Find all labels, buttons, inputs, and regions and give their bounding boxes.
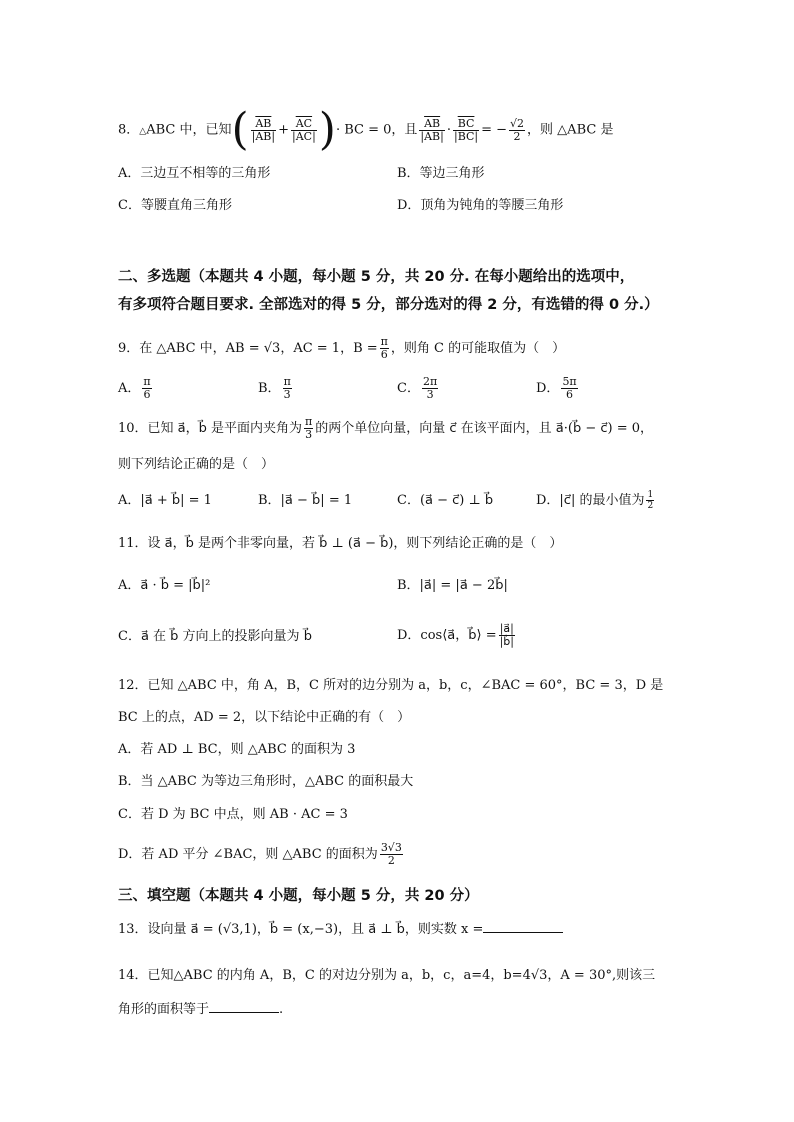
- q8-frac-bc: [453, 118, 479, 143]
- q9-stem-text: 9．在 △ABC 中，AB = √3，AC = 1，B =: [118, 341, 378, 356]
- section-2-heading-line2: 有多项符合题目要求. 全部选对的得 5 分，部分选对的得 2 分，有选错的得 0 分.）: [118, 297, 659, 313]
- section-2-heading-line1: 二、多选题（本题共 4 小题，每小题 5 分，共 20 分. 在每小题给出的选项中，: [118, 269, 635, 285]
- frac-num: 5π: [562, 375, 577, 388]
- q11-option-c: C．a⃗ 在 b⃗ 方向上的投影向量为 b⃗: [118, 629, 312, 644]
- q9-option-a: [118, 374, 154, 404]
- q11-option-a: A．a⃗ · b⃗ = |b⃗|²: [118, 578, 211, 593]
- q8-option-a: A．三边互不相等的三角形: [118, 166, 271, 181]
- q9-option-b: [258, 374, 294, 404]
- q8-frac-ab: [251, 118, 276, 143]
- frac-num: |a⃗|: [499, 622, 514, 635]
- frac-num: $\overline{BC}$: [453, 118, 479, 131]
- q10-stem-text: 10．已知 a⃗，b⃗ 是平面内夹角为: [118, 421, 303, 436]
- q8-frac-sqrt2: [509, 118, 525, 143]
- frac-den: 6: [380, 348, 388, 361]
- q9-stem: [118, 336, 565, 362]
- q9-stem-text: ，则角 C 的可能取值为（ ）: [390, 341, 566, 356]
- option-label: B．: [258, 381, 281, 396]
- frac-num: π: [380, 335, 388, 348]
- q10-option-a: A．|a⃗ + b⃗| = 1: [118, 493, 212, 508]
- q8-number: 8．: [118, 122, 140, 138]
- q8-frac-ac: [291, 118, 317, 143]
- option-label: C．: [397, 381, 420, 396]
- frac-num: 3√3: [380, 841, 402, 854]
- q12-d-frac: [380, 842, 403, 867]
- q14-stem-line1: 14．已知△ABC 的内角 A，B，C 的对边分别为 a，b，c，a=4，b=4√3，A = 30°,则该三: [118, 968, 656, 983]
- q10-stem-line2: 则下列结论正确的是（ ）: [118, 457, 275, 472]
- frac-den: 2: [387, 854, 395, 867]
- frac-num: $\overline{AB}$: [419, 118, 444, 131]
- q9-a-frac: [142, 376, 151, 401]
- frac-den: |AC|: [292, 129, 316, 143]
- option-label: A．: [118, 381, 141, 396]
- q13-answer-blank[interactable]: [483, 920, 563, 933]
- q9-b-frac: [283, 376, 292, 401]
- frac-den: 6: [566, 388, 574, 401]
- frac-num: π: [143, 375, 151, 388]
- option-label: D．: [536, 381, 560, 396]
- q11-stem: 11．设 a⃗，b⃗ 是两个非零向量，若 b⃗ ⊥ (a⃗ − b⃗)，则下列结论正确的是（ ）: [118, 536, 563, 551]
- frac-den: |AB|: [420, 129, 444, 143]
- q14-period: .: [279, 1002, 284, 1017]
- q13-stem-text: 13．设向量 a⃗ = (√3,1)，b⃗ = (x,−3)，且 a⃗ ⊥ b⃗，则实数 x =: [118, 922, 484, 937]
- frac-num: √2: [510, 116, 525, 130]
- frac-den: |AB|: [251, 129, 276, 143]
- q12-option-d: [118, 838, 405, 872]
- option-text: D．|c⃗| 的最小值为: [536, 493, 645, 508]
- q9-option-c: [397, 374, 440, 404]
- frac-den: 3: [426, 388, 434, 401]
- q10-frac: [304, 416, 313, 441]
- q8-option-c: C．等腰直角三角形: [118, 198, 232, 213]
- q8-frac-ab2: [419, 118, 444, 143]
- q8-stem-text: ，则 △ABC 是: [527, 122, 614, 138]
- option-text: D．cos⟨a⃗，b⃗⟩ =: [397, 628, 497, 643]
- frac-num: 2π: [422, 375, 438, 388]
- q14-stem-text: 角形的面积等于: [118, 1002, 210, 1017]
- q14-stem-line2: [118, 1000, 283, 1019]
- section-3-heading: 三、填空题（本题共 4 小题，每小题 5 分，共 20 分）: [118, 888, 479, 904]
- q9-option-d: [536, 374, 580, 404]
- q8-stem: 8．△ABC 中，已知( $\frac{\overline{AB}}{|AB|}$ + $\frac{\overline{AC}}{|AC|}$ )· BC = 0，且 $\frac{\overline{AB}}{|AB|}$ · $\frac{\overline{BC}}{|BC|}$ = − $\frac{√2}{2}$ ，则 △ABC 是: [118, 104, 614, 155]
- triangle-symbol: △: [139, 126, 147, 137]
- paren-left: (: [231, 104, 249, 155]
- q10-d-frac: [646, 490, 654, 511]
- q9-d-frac: [561, 376, 577, 401]
- q8-eq: = −: [481, 122, 508, 138]
- q12-stem-line2: BC 上的点，AD = 2，以下结论中正确的有（ ）: [118, 710, 411, 725]
- frac-den: 3: [305, 428, 313, 441]
- q12-option-b: B．当 △ABC 为等边三角形时，△ABC 的面积最大: [118, 774, 414, 789]
- option-text: D．若 AD 平分 ∠BAC，则 △ABC 的面积为: [118, 847, 378, 862]
- q9-c-frac: [422, 376, 438, 401]
- frac-num: π: [305, 415, 313, 428]
- q13-stem: [118, 920, 563, 939]
- q8-stem-text: ABC 中，已知: [146, 122, 232, 138]
- q10-option-c: C．(a⃗ − c⃗) ⊥ b⃗: [397, 493, 494, 508]
- q8-option-b: B．等边三角形: [397, 166, 485, 181]
- frac-den: |b⃗|: [499, 635, 514, 648]
- frac-num: $\overline{AC}$: [291, 118, 317, 131]
- frac-den: |BC|: [453, 129, 479, 143]
- q8-stem-text: · BC = 0，且: [335, 122, 418, 138]
- q12-option-a: A．若 AD ⊥ BC，则 △ABC 的面积为 3: [118, 742, 356, 757]
- frac-num: π: [283, 375, 291, 388]
- q11-d-frac: [499, 623, 515, 648]
- frac-den: 2: [647, 501, 654, 511]
- q9-frac: [380, 336, 389, 361]
- frac-num: 1: [647, 490, 654, 500]
- frac-den: 2: [513, 129, 521, 143]
- frac-num: $\overline{AB}$: [251, 118, 276, 131]
- q12-stem-line1: 12．已知 △ABC 中，角 A，B，C 所对的边分别为 a，b，c，∠BAC = 60°，BC = 3，D 是: [118, 678, 664, 693]
- q11-option-d: [397, 617, 517, 655]
- frac-den: 3: [283, 388, 291, 401]
- q8-option-d: D．顶角为钝角的等腰三角形: [397, 198, 564, 213]
- q11-option-b: B．|a⃗| = |a⃗ − 2b⃗|: [397, 578, 508, 593]
- q10-stem-line1: [118, 414, 653, 444]
- q12-option-c: C．若 D 为 BC 中点，则 AB · AC = 3: [118, 807, 348, 822]
- q10-stem-text: 的两个单位向量，向量 c⃗ 在该平面内，且 a⃗·(b⃗ − c⃗) = 0，: [315, 421, 654, 436]
- paren-right: ): [318, 104, 336, 155]
- q10-option-b: B．|a⃗ − b⃗| = 1: [258, 493, 353, 508]
- q14-answer-blank[interactable]: [209, 1000, 279, 1013]
- q10-option-d: [536, 487, 656, 515]
- frac-den: 6: [143, 388, 151, 401]
